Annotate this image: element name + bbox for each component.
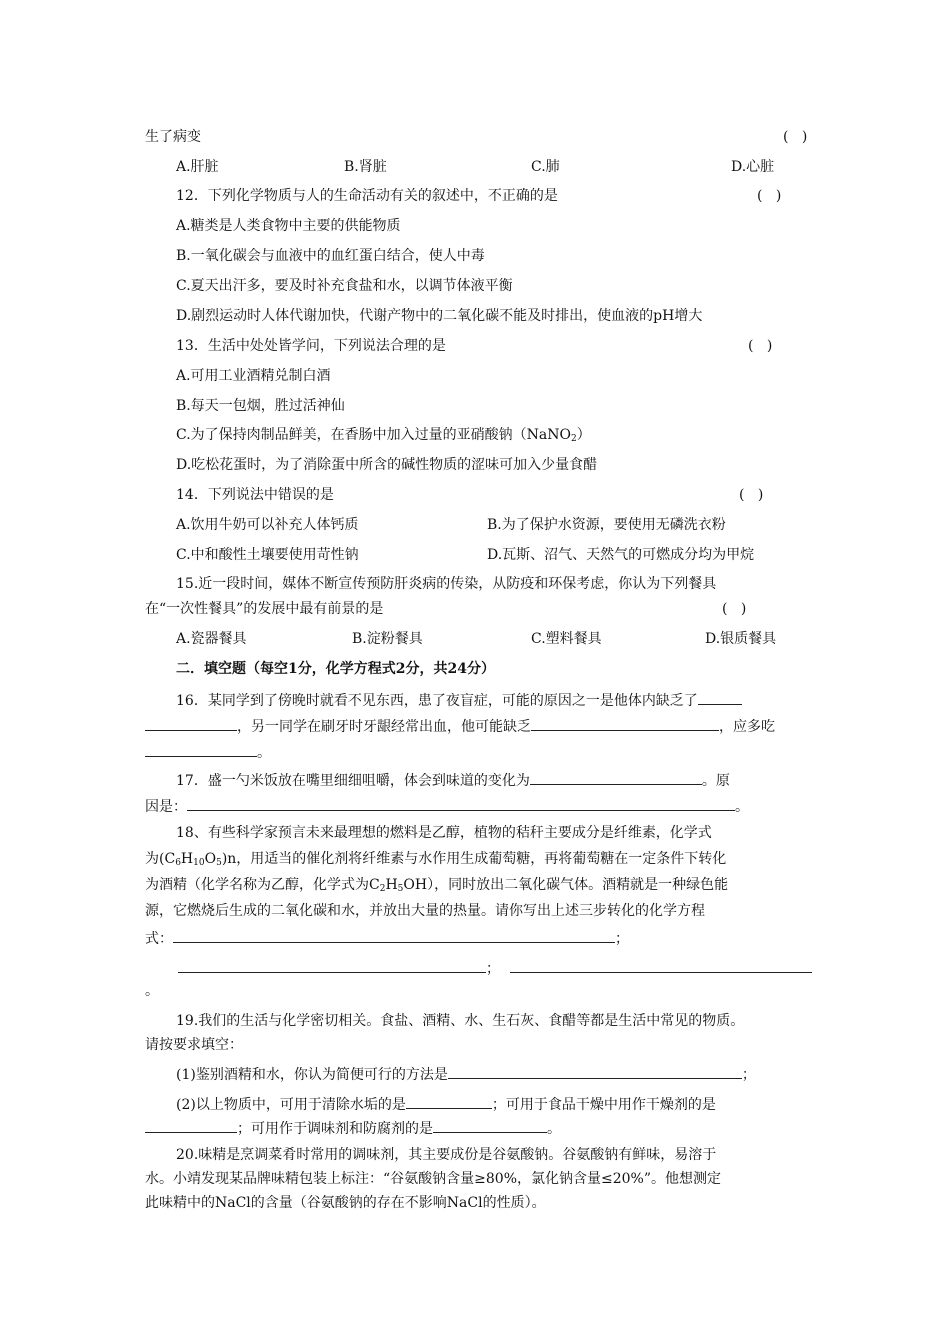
q20-line2: 水。小靖发现某品牌味精包装上标注：“谷氨酸钠含量≥80%，氯化钠含量≤20%”。他想测定 <box>145 1171 722 1187</box>
q12-stem: 12．下列化学物质与人的生命活动有关的叙述中，不正确的是 <box>176 188 558 204</box>
q19-blank-2[interactable] <box>406 1093 492 1109</box>
q16-line1: 16．某同学到了傍晚时就看不见东西，患了夜盲症，可能的原因之一是他体内缺乏了 <box>176 689 742 711</box>
q16-blank-2[interactable] <box>531 715 719 731</box>
q14-option-a: A.饮用牛奶可以补充人体钙质 <box>176 517 359 533</box>
section-2-title: 二．填空题（每空1分，化学方程式2分，共24分） <box>176 661 495 677</box>
q11-option-d: D.心脏 <box>731 159 775 175</box>
q18-line3: 为酒精（化学名称为乙醇，化学式为$C_2H_5OH$），同时放出二氧化碳气体。酒精就是一种绿色能 <box>145 877 729 894</box>
q13-option-a: A.可用工业酒精兑制白酒 <box>176 368 331 384</box>
q18-line2: 为$(C_6H_{10}O_5)n$，用适当的催化剂将纤维素与水作用生成葡萄糖，再将葡萄糖在一定条件下转化 <box>145 851 727 868</box>
q19-blank-4[interactable] <box>433 1117 547 1133</box>
q17-line1: 17．盛一勺米饭放在嘴里细细咀嚼，体会到味道的变化为 。原 <box>176 769 730 791</box>
q19-line3: (1)鉴别酒精和水，你认为简便可行的方法是 ； <box>176 1063 756 1085</box>
q19-blank-3[interactable] <box>145 1117 237 1133</box>
q16-blank-1a[interactable] <box>698 689 742 705</box>
q18-blank-3[interactable] <box>510 957 812 973</box>
q15-option-d: D.银质餐具 <box>705 631 777 647</box>
q14-option-d: D.瓦斯、沼气、天然气的可燃成分均为甲烷 <box>487 547 755 563</box>
q13-stem: 13．生活中处处皆学问，下列说法合理的是 <box>176 338 446 354</box>
q14-option-c: C.中和酸性土壤要使用苛性钠 <box>176 547 359 563</box>
q19-line2: 请按要求填空： <box>145 1037 243 1053</box>
q14-option-b: B.为了保护水资源，要使用无磷洗衣粉 <box>487 517 726 533</box>
q15-answer-paren[interactable]: ( ) <box>722 601 747 617</box>
q16-line2: ，另一同学在刷牙时牙龈经常出血，他可能缺乏 ，应多吃 <box>145 715 775 737</box>
q12-option-d: D.剧烈运动时人体代谢加快，代谢产物中的二氧化碳不能及时排出，使血液的pH增大 <box>176 308 703 324</box>
q18-line5: 式： ； <box>145 927 629 949</box>
q18-line4: 源，它燃烧后生成的二氧化碳和水，并放出大量的热量。请你写出上述三步转化的化学方程 <box>145 903 705 919</box>
q12-option-c: C.夏天出汗多，要及时补充食盐和水，以调节体液平衡 <box>176 278 513 294</box>
q19-blank-1[interactable] <box>448 1063 742 1079</box>
q18-blank-2[interactable] <box>178 957 486 973</box>
q20-line3: 此味精中的NaCl的含量（谷氨酸钠的存在不影响NaCl的性质）。 <box>145 1195 546 1211</box>
q16-blank-3[interactable] <box>145 741 257 757</box>
q19-line1: 19.我们的生活与化学密切相关。食盐、酒精、水、生石灰、食醋等都是生活中常见的物质。 <box>176 1013 745 1029</box>
q13-option-b: B.每天一包烟，胜过活神仙 <box>176 398 345 414</box>
q18-line7: 。 <box>145 983 159 999</box>
q12-option-a: A.糖类是人类食物中主要的供能物质 <box>176 218 401 234</box>
q15-line1: 15.近一段时间，媒体不断宣传预防肝炎病的传染，从防疫和环保考虑，你认为下列餐具 <box>176 576 717 592</box>
q17-blank-2[interactable] <box>187 795 735 811</box>
q11-option-b: B.肾脏 <box>344 159 387 175</box>
q11-option-c: C.肺 <box>531 159 560 175</box>
q18-line1: 18、有些科学家预言未来最理想的燃料是乙醇，植物的秸秆主要成分是纤维素，化学式 <box>176 825 712 841</box>
q13-answer-paren[interactable]: ( ) <box>748 338 773 354</box>
q11-answer-paren[interactable]: ( ) <box>783 129 808 145</box>
q12-answer-paren[interactable]: ( ) <box>757 188 782 204</box>
q12-option-b: B.一氧化碳会与血液中的血红蛋白结合，使人中毒 <box>176 248 485 264</box>
q15-option-a: A.瓷器餐具 <box>176 631 247 647</box>
q16-blank-1b[interactable] <box>145 715 237 731</box>
q17-blank-1[interactable] <box>530 769 702 785</box>
q18-line6: ； <box>178 957 812 979</box>
q11-option-a: A.肝脏 <box>176 159 219 175</box>
q15-option-b: B.淀粉餐具 <box>352 631 423 647</box>
q14-stem: 14．下列说法中错误的是 <box>176 487 334 503</box>
q18-blank-1[interactable] <box>173 927 615 943</box>
q20-line1: 20.味精是烹调菜肴时常用的调味剂，其主要成份是谷氨酸钠。谷氨酸钠有鲜味，易溶于 <box>176 1147 717 1163</box>
q15-line2: 在“一次性餐具”的发展中最有前景的是 <box>145 601 384 617</box>
q14-answer-paren[interactable]: ( ) <box>739 487 764 503</box>
q19-line5: ；可用作于调味剂和防腐剂的是 。 <box>145 1117 561 1139</box>
q11-tail: 生了病变 <box>145 129 201 145</box>
q13-option-c: C.为了保持肉制品鲜美，在香肠中加入过量的亚硝酸钠（NaNO$_2$） <box>176 427 591 444</box>
q13-option-d: D.吃松花蛋时，为了消除蛋中所含的碱性物质的涩味可加入少量食醋 <box>176 457 598 473</box>
q16-line3: 。 <box>145 741 271 763</box>
q19-line4: (2)以上物质中，可用于清除水垢的是 ；可用于食品干燥中用作干燥剂的是 <box>176 1093 716 1115</box>
q17-line2: 因是： 。 <box>145 795 749 817</box>
q15-option-c: C.塑料餐具 <box>531 631 602 647</box>
